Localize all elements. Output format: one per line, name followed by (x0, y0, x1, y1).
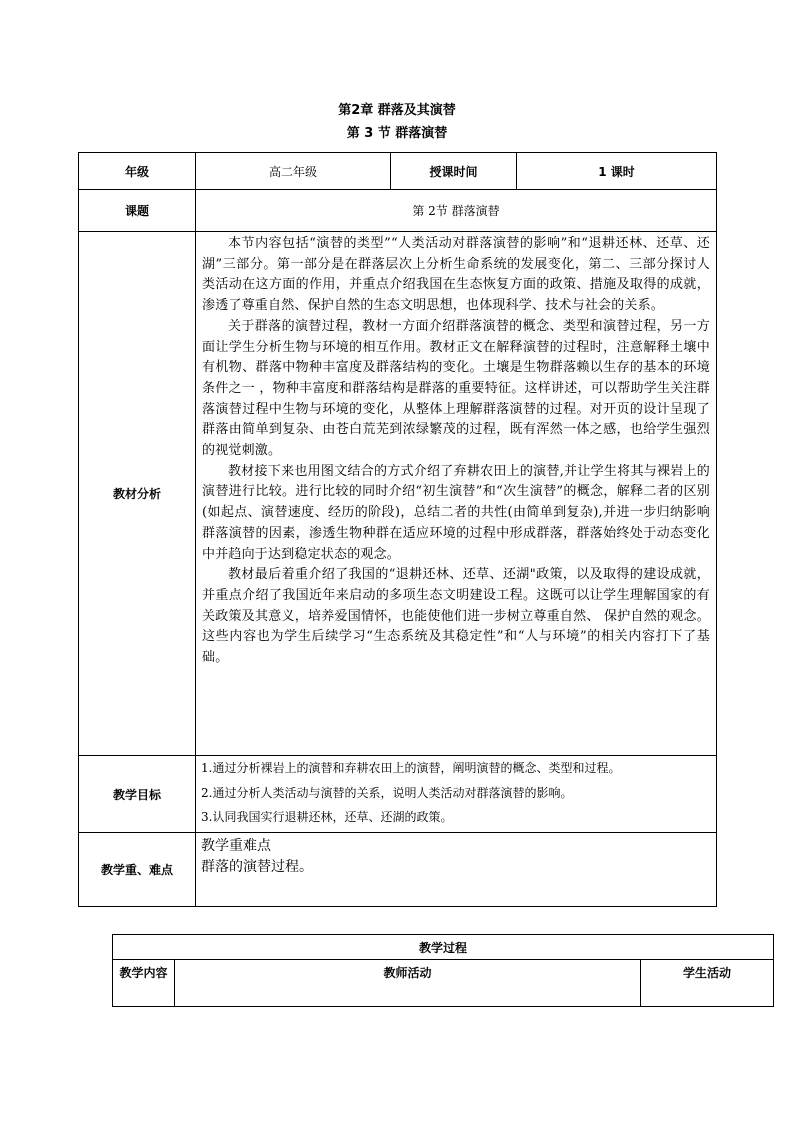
analysis-content (196, 232, 717, 756)
topic-label: 课题 (79, 190, 196, 232)
analysis-label: 教材分析 (79, 232, 196, 756)
grade-row (79, 153, 717, 190)
time-value: 1 课时 (517, 153, 717, 190)
col-header-content: 教学内容 (113, 960, 175, 1007)
time-label: 授课时间 (391, 153, 517, 190)
chapter-title: 第2章 群落及其演替 (338, 103, 456, 118)
difficulty-row (79, 833, 717, 907)
analysis-paragraph: 关于群落的演替过程，教材一方面介绍群落演替的概念、类型和演替过程，另一方面让学生分析生物与环境的相互作用。教材正文在解释演替的过程时，注意解释土壤中有机物、群落中物种丰富度及群落结构的变化。土壤是生物群落赖以生存的基本的环境条件之一 ，物种丰富度和群落结构是群落的重要特征。这样讲述，可以帮助学生关注群落演替过程中生物与环境的变化，从整体上理解群落演替的过程。对开页的设计呈现了群落由简单到复杂、由苍白荒芜到浓绿繁茂的过程，既有浑然一体之感，也给学生强烈的视觉刺激。 (202, 318, 710, 459)
lesson-info-table (78, 152, 717, 907)
col-header-student: 学生活动 (641, 960, 774, 1007)
analysis-paragraph: 教材最后着重介绍了我国的“退耕还林、还草、还湖"政策，以及取得的建设成就，并重点介绍了我国近年来启动的多项生态文明建设工程。这既可以让学生理解国家的有关政策及其意义，培养爱国情怀，也能使他们进一步树立尊重自然、 保护自然的观念。这些内容也为学生后续学习“生态系统及其稳定性”和“人与环境”的相关内容打下了基础。 (202, 567, 710, 666)
process-title-row (113, 935, 774, 960)
goal-item: 1.通过分析裸岩上的演替和弃耕农田上的演替，阐明演替的概念、类型和过程。 (201, 761, 621, 775)
analysis-paragraph: 教材接下来也用图文结合的方式介绍了弃耕农田上的演替,并让学生将其与裸岩上的演替进行比较。进行比较的同时介绍“初生演替”和“次生演替”的概念，解释二者的区别(如起点、演替速度、经历的阶段)，总结二者的共性(由简单到复杂),并进一步归纳影响群落演替的因素，渗透生物种群在适应环境的过程中形成群落，群落始终处于动态变化中并趋向于达到稳定状态的观念。 (202, 463, 710, 562)
difficulty-line: 教学重难点 (201, 838, 271, 854)
topic-row (79, 190, 717, 232)
goals-row (79, 756, 717, 833)
teaching-process-table (112, 934, 774, 1007)
goals-content (196, 756, 717, 833)
goals-label: 教学目标 (79, 756, 196, 833)
process-header-row (113, 960, 774, 1007)
goal-item: 2.通过分析人类活动与演替的关系，说明人类活动对群落演替的影响。 (201, 785, 573, 800)
difficulty-content (196, 833, 717, 907)
grade-value: 高二年级 (196, 153, 391, 190)
goal-item: 3.认同我国实行退耕还林，还草、还湖的政策。 (201, 810, 453, 824)
grade-label: 年级 (79, 153, 196, 190)
analysis-paragraph: 本节内容包括“演替的类型”“人类活动对群落演替的影响”和“退耕还林、还草、还湖”三部分。第一部分是在群落层次上分析生命系统的发展变化，第二、三部分探讨人类活动在这方面的作用，并重点介绍我国在生态恢复方面的政策、措施及取得的成就，渗透了尊重自然、保护自然的生态文明思想，也体现科学、技术与社会的关系。 (202, 236, 710, 314)
process-title: 教学过程 (113, 935, 774, 960)
difficulty-line: 群落的演替过程。 (201, 859, 313, 875)
section-title: 第 3 节 群落演替 (346, 126, 448, 141)
topic-value: 第 2节 群落演替 (196, 190, 717, 232)
analysis-row (79, 232, 717, 756)
col-header-teacher: 教师活动 (175, 960, 641, 1007)
difficulty-label: 教学重、难点 (79, 833, 196, 907)
